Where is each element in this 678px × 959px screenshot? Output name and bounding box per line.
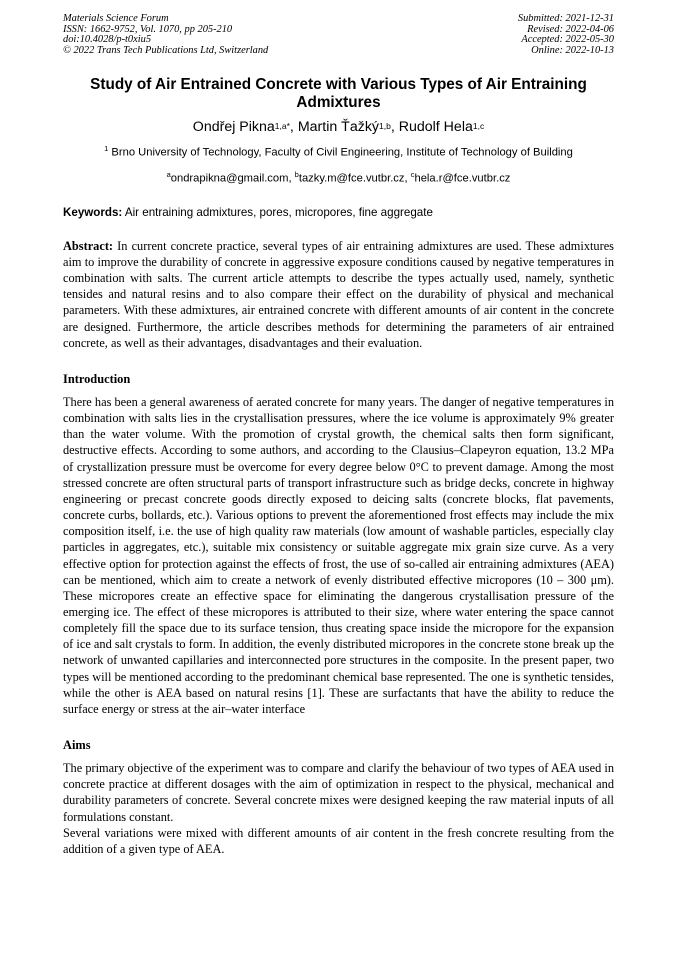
publication-info xyxy=(63,14,268,56)
publication-header xyxy=(63,14,614,56)
publication-dates xyxy=(518,14,614,56)
author: Rudolf Hela$^{1,c}$ xyxy=(398,119,485,136)
abstract xyxy=(63,238,614,351)
affiliation: $^1$ Brno University of Technology, Faculty of Civil Engineering, Institute of Technology of Building xyxy=(104,144,573,160)
journal-name: Materials Science Forum xyxy=(63,13,169,24)
paper-title: Study of Air Entrained Concrete with Various Types of Air Entraining Admixtures xyxy=(90,76,587,112)
keywords-label: Keywords: xyxy=(63,205,123,219)
issn: ISSN: 1662-9752, Vol. 1070, pp 205-210 xyxy=(63,23,233,35)
paper-page xyxy=(63,14,614,857)
email-link[interactable]: tazky.m@fce.vutbr.cz, xyxy=(298,172,411,185)
section-heading-aims: Aims xyxy=(63,738,91,753)
accepted-date: Accepted: 2022-05-30 xyxy=(521,34,614,46)
online-date: Online: 2022-10-13 xyxy=(531,44,614,56)
keywords xyxy=(63,206,614,220)
aims-paragraph: The primary objective of the experiment was to compare and clarify the behaviour of two types of AEA used in concrete practice at different dosages with the aim of optimization in respect to the physical, mechanical and durability parameters of concrete. Several concrete mixes were designed keeping the raw material inputs of all formulations constant. xyxy=(63,761,614,824)
doi: doi:10.4028/p-t0xiu5 xyxy=(63,34,152,46)
email-link[interactable]: ondrapikna@gmail.com, xyxy=(170,172,295,185)
copyright: © 2022 Trans Tech Publications Ltd, Switzerland xyxy=(63,44,269,56)
submitted-date: Submitted: 2021-12-31 xyxy=(517,13,614,24)
section-heading-introduction: Introduction xyxy=(63,371,131,386)
revised-date: Revised: 2022-04-06 xyxy=(527,23,614,35)
author: Ondřej Pikna$^{1,a*}$, xyxy=(192,119,298,136)
email-link[interactable]: hela.r@fce.vutbr.cz xyxy=(414,172,511,185)
author-emails: $^a$ondrapikna@gmail.com, $^b$tazky.m@fce.vutbr.cz, $^c$hela.r@fce.vutbr.cz xyxy=(166,170,511,185)
abstract-label: Abstract: xyxy=(63,238,114,253)
introduction-paragraph: There has been a general awareness of aerated concrete for many years. The danger of negative temperatures in combination with salts lies in the crystallisation pressures, where the ice volume is approximately 9% greater than the water volume. With the promotion of crystal growth, the chemical salts then form significant, destructive effects. According to some authors, and according to the Clausius–Clapeyron equation, 13.2 MPa of crystallization pressure must be overcome for every degree below 0°C to prevent damage. Among the most stressed concrete are often structural parts of transport infrastructure such as bridge decks, concrete in highway engineering or precast concrete goods directly exposed to deicing salts (concrete blocks, flat pavements, concrete curbs, bollards, etc.). Various options to prevent the aforementioned frost effects may include the mix composition itself, i.e. the use of high quality raw materials (low amount of washable particles, especially clay particles in aggregates, etc.), suitable mix consistency or suitable aggregate mix grain size curve. As a very effective option for protection against the effects of frost, the use of so-called air entraining admixtures (AEA) can be mentioned, which aim to create a network of evenly distributed effective micropores (10 – 300 μm). These micropores create an effective space for eliminating the dangerous crystallisation pressure of the emerging ice. The effect of these micropores is attributed to their size, where water entering the space cannot completely fill the space due to its surface tension, thus creating space inside the micropore for the expansion of ice and salt crystals to form. In addition, the evenly distributed micropores in the concrete stone break up the network of unwanted capillaries and interconnected pore structures in the composite. In the present paper, two types will be mentioned according to the predominant chemical base represented. The one is synthetic tensides, while the other is AEA based on natural resins [1]. These are surfactants that have the ability to reduce the surface energy or stress at the air–water interface xyxy=(63,394,614,716)
aims-paragraph: Several variations were mixed with different amounts of air content in the fresh concrete resulting from the addition of a given type of AEA. xyxy=(63,825,614,856)
author: Martin Ťažký$^{1,b}$, xyxy=(297,119,399,136)
author-list xyxy=(63,117,614,137)
keywords-text: Air entraining admixtures, pores, micropores, fine aggregate xyxy=(122,205,433,219)
abstract-text: In current concrete practice, several types of air entraining admixtures are used. These admixtures aim to improve the durability of concrete in aggressive exposure conditions caused by negative temperatures in combination with salts. The current article attempts to describe the types actually used, namely, synthetic tensides and natural resins and to also compare their effect on the durability of physical and mechanical parameters. With these admixtures, air entrained concrete with different amounts of air content in the concrete are designed. Furthermore, the article describes methods for determining the parameters of air entrained concrete, as well as their advantages, disadvantages and their evaluation. xyxy=(63,238,614,350)
